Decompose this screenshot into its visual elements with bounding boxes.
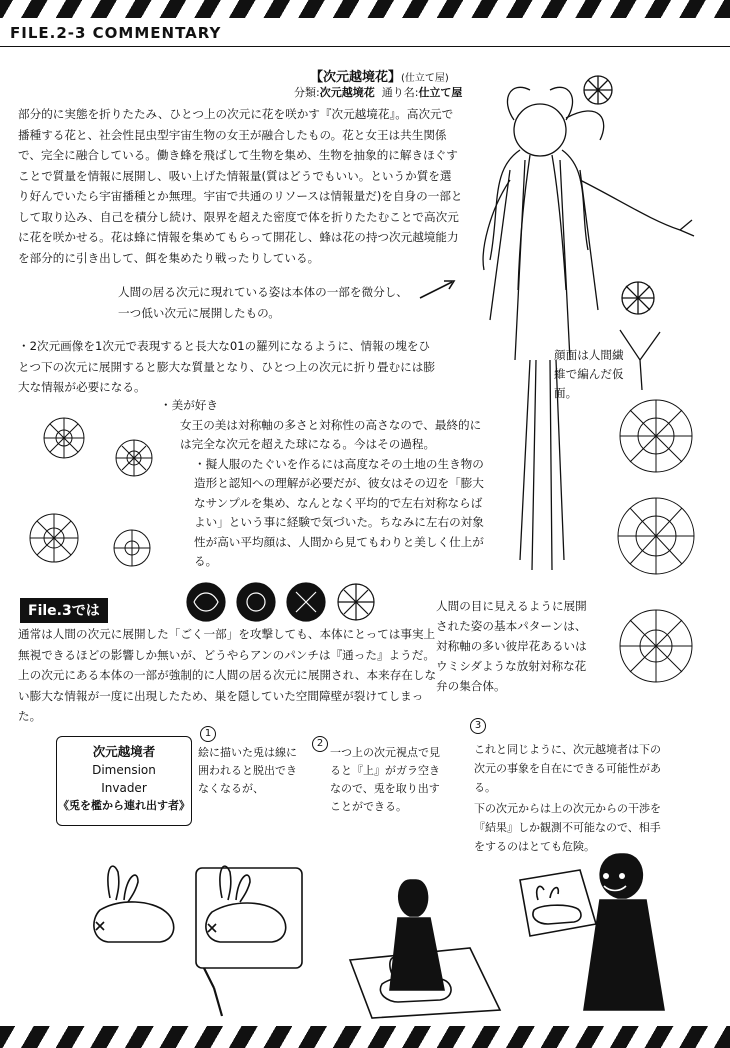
visible-form-note: 人間の居る次元に現れている姿は本体の一部を微分し、一つ低い次元に展開したもの。 (118, 285, 408, 320)
likes-line1: 女王の美は対称軸の多さと対称性の高さなので、最終的には完全な次元を超えた球になる。今はその過程。 (180, 417, 482, 451)
alias-value: 仕立て屋 (418, 86, 463, 99)
step3-text (474, 740, 664, 856)
bottom-stripe-border (0, 1026, 730, 1048)
entry-title-main: 【次元越境花】 (310, 70, 402, 85)
entry-title (310, 66, 449, 85)
box-sub: 《兎を檻から連れ出す者》 (58, 799, 190, 812)
body-paragraph: 部分的に実態を折りたたみ、ひとつ上の次元に花を咲かす『次元越境花』。高次元で播種する花と、社会性昆虫型宇宙生物の女王が融合したもの。花と女王は共生関係で、完全に融合している。働き蜂を飛ばして生物を集め、生物を抽象的に解きほぐすことで質量を情報に展開し、吸い上げた情報量(質はどうでもいい。というか質を選り好んでいたら宇宙播種とか無理。宇宙で共通のリソースは情報量だ)を自身の一部として取り込み、自己を積分し続け、限界を超えた密度で体を折りたたむことで高次元に花を咲かせる。花は蜂に情報を集めてもらって開花し、蜂は花の持つ次元越境能力を部分的に引き出して、餌を集めたり戦ったりしている。 (18, 107, 463, 265)
step3-text1: これと同じように、次元越境者は下の次元の事象を自在にできる可能性がある。 (474, 743, 661, 794)
step3-number: 3 (470, 718, 486, 734)
flower-pattern-note: 人間の目に見えるように展開された姿の基本パターンは、対称軸の多い彼岸花あるいはウミシダような放射対称な花弁の集合体。 (436, 599, 587, 693)
step3-text2: 下の次元からは上の次元からの干渉を『結果』しか観測不可能なので、相手をするのはとても危険。 (474, 802, 661, 853)
page-header-title: FILE.2-3 COMMENTARY (10, 24, 222, 42)
step2-number: 2 (312, 736, 328, 752)
top-stripe-border (0, 0, 730, 18)
file3-text: 通常は人間の次元に展開した「ごく一部」を攻撃しても、本体にとっては事実上無視できるほどの影響しか無いが、どうやらアンのパンチは『通った』ようだ。上の次元にある本体の一部が強制的に人間の居る次元に展開され、本来存在しない膨大な情報が一度に出現したため、巣を隠していた空間障壁が裂けてしまった。 (18, 627, 437, 723)
step1-text: 絵に描いた兎は線に囲われると脱出できなくなるが、 (198, 746, 297, 795)
temari-balls-illustration (606, 396, 716, 716)
class-prefix: 分類: (294, 86, 320, 99)
body-paragraph-2: ・2次元画像を1次元で表現すると長大な01の羅列になるように、情報の塊をひとつ下の次元に展開すると膨大な質量となり、ひとつ上の次元に折り畳むには膨大な情報が必要になる。 (18, 339, 435, 394)
likes-heading: ・美が好き (160, 398, 218, 412)
header-divider (0, 46, 730, 47)
flower-variation-icons (186, 580, 376, 624)
entry-title-paren: (仕立て屋) (401, 73, 449, 84)
likes-section (160, 396, 485, 572)
dimension-invader-box (56, 736, 192, 826)
lycoris-flowers-illustration (14, 398, 164, 598)
rabbit-illustrations (0, 840, 730, 1020)
entry-classification (294, 84, 462, 100)
mask-note: 顔面は人間繊維で編んだ仮面。 (554, 348, 624, 400)
arrow-icon (418, 278, 458, 302)
alias-prefix: 通り名: (381, 86, 419, 99)
file3-label: File.3では (20, 598, 108, 623)
likes-line2: ・擬人服のたぐいを作るには高度なその土地の生き物の造形と認知への理解が必要だが、彼女はその辺を「膨大なサンプルを集め、なんとなく平均的で左右対称ならばよい」という事に経験で気づいた。ちなみに左右の対象性が高い平均顔は、人間から見てもわりと美しく仕上がる。 (194, 456, 484, 568)
box-en2: Invader (101, 781, 147, 795)
step2-text: 一つ上の次元視点で見ると『上』がガラ空きなので、兎を取り出すことができる。 (330, 746, 440, 813)
class-value: 次元越境花 (319, 86, 375, 99)
step1-number: 1 (200, 726, 216, 742)
box-title: 次元越境者 (92, 744, 156, 759)
box-en1: Dimension (92, 763, 156, 777)
